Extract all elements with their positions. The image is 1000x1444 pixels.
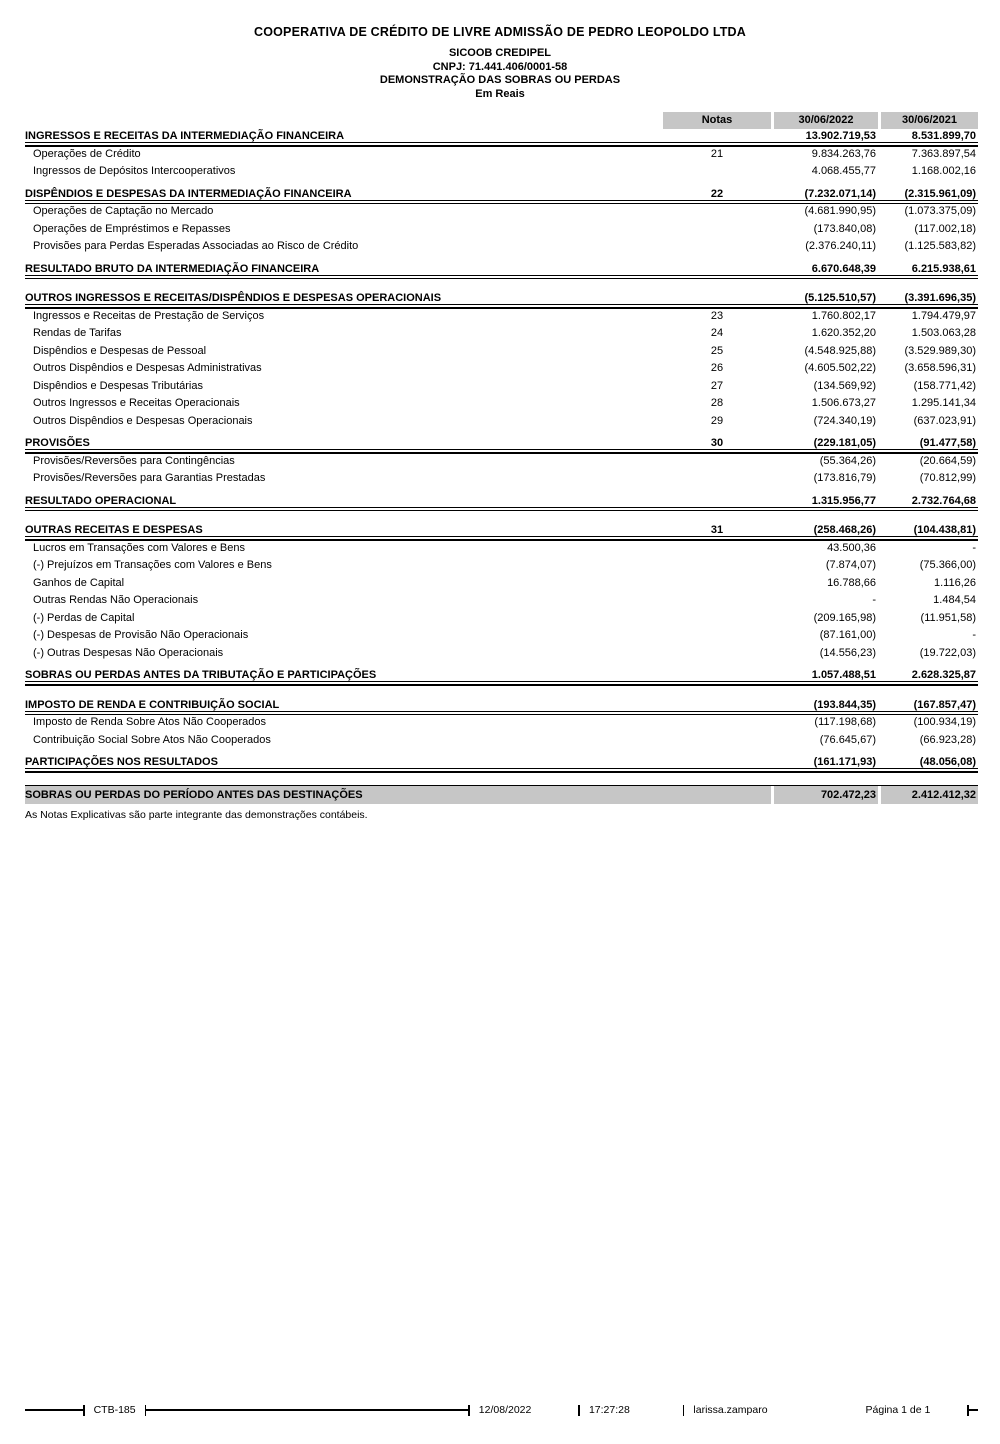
print-time: 17:27:28 (588, 1404, 630, 1416)
table-row (25, 309, 978, 327)
table-row (25, 628, 978, 646)
row-label: DISPÊNDIOS E DESPESAS DA INTERMEDIAÇÃO FINANCEIRA (25, 187, 352, 200)
row-label: SOBRAS OU PERDAS ANTES DA TRIBUTAÇÃO E PARTICIPAÇÕES (25, 669, 377, 681)
trade-name: SICOOB CREDIPEL (448, 47, 552, 59)
row-value-2021: - (972, 629, 976, 641)
table-row (25, 344, 978, 362)
section-total-row (25, 494, 978, 512)
row-value-2022: (4.548.925,88) (804, 344, 876, 357)
row-note-ref (663, 494, 771, 495)
document-header (0, 0, 1000, 101)
table-row (25, 733, 978, 751)
row-value-2022: 1.760.802,17 (811, 309, 876, 322)
row-note-ref (663, 164, 771, 165)
row-label: Ingressos de Depósitos Intercooperativos (33, 165, 236, 177)
row-value-2021: (1.125.583,82) (904, 240, 976, 252)
row-value-2021: 2.628.325,87 (911, 669, 976, 681)
row-value-2022: (161.171,93) (813, 756, 876, 768)
row-note-ref (663, 593, 771, 594)
row-value-2021: (104.438,81) (913, 524, 976, 536)
row-value-2022: 30/06/2022 (774, 112, 878, 129)
row-value-2022: (7.232.071,14) (804, 187, 876, 200)
row-value-2022: (87.161,00) (819, 629, 876, 641)
row-value-2022: (229.181,05) (813, 437, 876, 449)
row-note-ref (663, 611, 771, 612)
row-note-ref (663, 576, 771, 577)
row-label: PARTICIPAÇÕES NOS RESULTADOS (25, 756, 218, 768)
row-label: SOBRAS OU PERDAS DO PERÍODO ANTES DAS DESTINAÇÕES (25, 786, 771, 804)
table-row (25, 576, 978, 594)
row-value-2022: (724.340,19) (813, 414, 876, 427)
row-value-2022: (117.198,68) (814, 716, 876, 728)
section-total-row (25, 129, 978, 147)
row-label: Outros Ingressos e Receitas Operacionais (33, 397, 240, 409)
row-note-ref (663, 262, 771, 263)
row-label: Provisões para Perdas Esperadas Associadas ao Risco de Crédito (33, 240, 359, 252)
row-value-2022: (193.844,35) (813, 698, 876, 711)
row-note-ref: 31 (710, 524, 724, 536)
row-value-2021: (2.315.961,09) (904, 187, 976, 200)
table-row (25, 396, 978, 414)
row-value-2022: (258.468,26) (813, 524, 876, 536)
section-spacer (25, 686, 978, 698)
row-value-2022: 1.506.673,27 (811, 397, 876, 409)
section-total-row (25, 698, 978, 716)
table-header-row (25, 112, 978, 129)
row-note-ref (663, 541, 771, 542)
row-note-ref (663, 558, 771, 559)
row-value-2021: (1.073.375,09) (904, 205, 976, 217)
row-value-2021: (19.722,03) (919, 646, 976, 659)
row-label: Outros Dispêndios e Despesas Operacionais (33, 414, 253, 427)
report-code: CTB-185 (93, 1404, 136, 1416)
row-value-2022: (7.874,07) (825, 559, 876, 571)
table-row (25, 361, 978, 379)
financial-statement-table (25, 112, 978, 805)
section-total-row (25, 291, 978, 309)
row-value-2022: (4.681.990,95) (804, 205, 876, 217)
row-note-ref: 26 (710, 362, 724, 374)
row-value-2022: 1.057.488,51 (811, 669, 876, 681)
row-note-ref: 30 (710, 437, 724, 449)
row-note-ref (663, 204, 771, 205)
row-note-ref (663, 698, 771, 699)
row-value-2021: (48.056,08) (919, 756, 976, 768)
company-name: COOPERATIVA DE CRÉDITO DE LIVRE ADMISSÃO DE PEDRO LEOPOLDO LTDA (253, 25, 747, 39)
section-total-row (25, 262, 978, 280)
footer-rule-left (25, 1409, 83, 1411)
row-value-2022: (209.165,98) (813, 611, 876, 624)
footer-rule-right (969, 1409, 978, 1411)
row-value-2021: 1.794.479,97 (911, 309, 976, 322)
table-row (25, 541, 978, 559)
row-label: Lucros em Transações com Valores e Bens (33, 541, 245, 554)
table-row (25, 379, 978, 397)
row-note-ref: 21 (710, 147, 724, 160)
row-label: Operações de Captação no Mercado (33, 205, 214, 217)
row-note-ref: 22 (710, 187, 724, 200)
row-note-ref (663, 628, 771, 629)
page-footer (25, 1403, 978, 1417)
row-note-ref: 27 (710, 379, 724, 392)
footer-rule-middle (146, 1409, 468, 1411)
row-value-2021: 1.295.141,34 (911, 397, 976, 409)
row-label: Operações de Crédito (33, 147, 141, 160)
row-note-ref (663, 129, 771, 130)
row-label: OUTROS INGRESSOS E RECEITAS/DISPÊNDIOS E DESPESAS OPERACIONAIS (25, 292, 442, 304)
row-value-2022: (2.376.240,11) (805, 240, 876, 252)
row-label: Outras Rendas Não Operacionais (33, 594, 199, 606)
table-row (25, 558, 978, 576)
section-spacer (25, 773, 978, 785)
section-spacer (25, 511, 978, 523)
row-note-ref (663, 471, 771, 472)
row-value-2021: (3.529.989,30) (904, 344, 976, 357)
row-value-2022: 4.068.455,77 (811, 165, 876, 177)
row-value-2021: (20.664,59) (919, 454, 976, 467)
row-note-ref (663, 755, 771, 756)
table-row (25, 164, 978, 182)
row-value-2022: 43.500,36 (827, 541, 876, 554)
row-label: IMPOSTO DE RENDA E CONTRIBUIÇÃO SOCIAL (25, 698, 280, 711)
row-value-2022: (14.556,23) (819, 646, 876, 659)
table-row (25, 239, 978, 257)
row-value-2021: (167.857,47) (913, 698, 976, 711)
table-row (25, 454, 978, 472)
row-label: Provisões/Reversões para Garantias Prestadas (33, 472, 266, 484)
row-value-2022: (173.840,08) (813, 222, 876, 235)
section-total-row (25, 668, 978, 686)
row-value-2021: (75.366,00) (919, 559, 976, 571)
table-row (25, 326, 978, 344)
row-label: PROVISÕES (25, 437, 90, 449)
section-spacer (25, 279, 978, 291)
row-label: (-) Perdas de Capital (33, 611, 135, 624)
table-row (25, 646, 978, 664)
row-note-ref (663, 715, 771, 716)
row-note-ref (663, 222, 771, 223)
section-total-row (25, 755, 978, 773)
table-row (25, 204, 978, 222)
row-value-2022: 1.620.352,20 (811, 327, 876, 339)
row-label: Imposto de Renda Sobre Atos Não Cooperados (33, 716, 266, 728)
row-value-2021: (100.934,19) (913, 716, 976, 728)
row-value-2021: (66.923,28) (919, 733, 976, 746)
row-value-2021: 1.116,26 (933, 576, 976, 589)
explanatory-note: As Notas Explicativas são parte integrante das demonstrações contábeis. (25, 808, 368, 821)
row-value-2022: (5.125.510,57) (804, 292, 876, 304)
row-label: INGRESSOS E RECEITAS DA INTERMEDIAÇÃO FINANCEIRA (25, 130, 345, 142)
row-note-ref (663, 291, 771, 292)
row-label: Provisões/Reversões para Contingências (33, 454, 235, 467)
row-value-2022: (173.816,79) (813, 472, 876, 484)
table-row (25, 147, 978, 165)
row-value-2021: (637.023,91) (913, 414, 976, 427)
table-row (25, 715, 978, 733)
row-value-2021: 6.215.938,61 (911, 262, 976, 275)
row-note-ref: Notas (663, 112, 771, 129)
row-label: RESULTADO OPERACIONAL (25, 494, 177, 507)
row-label: OUTRAS RECEITAS E DESPESAS (25, 524, 203, 536)
row-note-ref (663, 646, 771, 647)
row-label: Contribuição Social Sobre Atos Não Cooperados (33, 733, 271, 746)
row-value-2022: 9.834.263,76 (811, 147, 876, 160)
row-note-ref (663, 239, 771, 240)
row-note-ref (663, 668, 771, 669)
statement-title: DEMONSTRAÇÃO DAS SOBRAS OU PERDAS (379, 74, 621, 86)
row-label: Dispêndios e Despesas de Pessoal (33, 344, 207, 357)
row-value-2021: (158.771,42) (913, 379, 976, 392)
row-value-2021: 30/06/2021 (881, 112, 978, 129)
cnpj-number: CNPJ: 71.441.406/0001-58 (432, 60, 568, 73)
row-note-ref (663, 733, 771, 734)
row-label: Ingressos e Receitas de Prestação de Serviços (33, 309, 265, 322)
table-row (25, 222, 978, 240)
row-label: Operações de Empréstimos e Repasses (33, 222, 231, 235)
row-label: Dispêndios e Despesas Tributárias (33, 379, 203, 392)
row-value-2021: 7.363.897,54 (911, 147, 976, 160)
row-label: Rendas de Tarifas (33, 327, 122, 339)
row-value-2021: 2.412.412,32 (881, 786, 978, 804)
row-value-2021: (91.477,58) (919, 437, 976, 449)
row-note-ref (663, 454, 771, 455)
row-value-2021: (3.658.596,31) (904, 362, 976, 374)
section-total-row (25, 436, 978, 454)
row-value-2022: 6.670.648,39 (811, 262, 876, 275)
row-value-2021: (3.391.696,35) (904, 292, 976, 304)
row-note-ref: 24 (710, 327, 724, 339)
print-date: 12/08/2022 (478, 1404, 532, 1416)
section-total-row (25, 523, 978, 541)
section-total-row (25, 187, 978, 205)
table-row (25, 414, 978, 432)
table-row (25, 471, 978, 489)
row-value-2021: (70.812,99) (919, 472, 976, 484)
row-value-2022: (76.645,67) (819, 733, 876, 746)
row-label: Outros Dispêndios e Despesas Administrativas (33, 362, 262, 374)
row-label: (-) Despesas de Provisão Não Operacionais (33, 629, 249, 641)
row-value-2021: 2.732.764,68 (911, 494, 976, 507)
page-number: Página 1 de 1 (865, 1404, 931, 1416)
row-value-2021: - (972, 541, 976, 554)
currency-note: Em Reais (475, 87, 525, 100)
row-note-ref: 23 (710, 309, 724, 322)
row-label: (-) Prejuízos em Transações com Valores e Bens (33, 559, 272, 571)
row-note-ref: 25 (710, 344, 724, 357)
row-value-2022: - (872, 594, 876, 606)
row-value-2022: (134.569,92) (813, 379, 876, 392)
row-value-2021: 1.484,54 (933, 594, 976, 606)
table-row (25, 611, 978, 629)
row-value-2021: (117.002,18) (914, 222, 976, 235)
row-value-2021: 1.503.063,28 (911, 327, 976, 339)
user-name: larissa.zamparo (693, 1404, 768, 1416)
row-value-2022: 1.315.956,77 (811, 494, 876, 507)
row-note-ref: 28 (710, 397, 724, 409)
row-value-2022: 16.788,66 (827, 576, 876, 589)
grand-total-row (25, 785, 978, 805)
row-value-2022: 702.472,23 (774, 786, 878, 804)
row-label: RESULTADO BRUTO DA INTERMEDIAÇÃO FINANCEIRA (25, 262, 320, 275)
table-row (25, 593, 978, 611)
row-value-2022: 13.902.719,53 (805, 130, 876, 142)
row-value-2021: (11.951,58) (920, 611, 976, 624)
row-label: (-) Outras Despesas Não Operacionais (33, 646, 224, 659)
row-value-2021: 1.168.002,16 (911, 165, 976, 177)
row-value-2021: 8.531.899,70 (911, 130, 976, 142)
row-value-2022: (4.605.502,22) (804, 362, 876, 374)
row-note-ref: 29 (710, 414, 724, 427)
row-label: Ganhos de Capital (33, 576, 125, 589)
row-value-2022: (55.364,26) (819, 454, 876, 467)
